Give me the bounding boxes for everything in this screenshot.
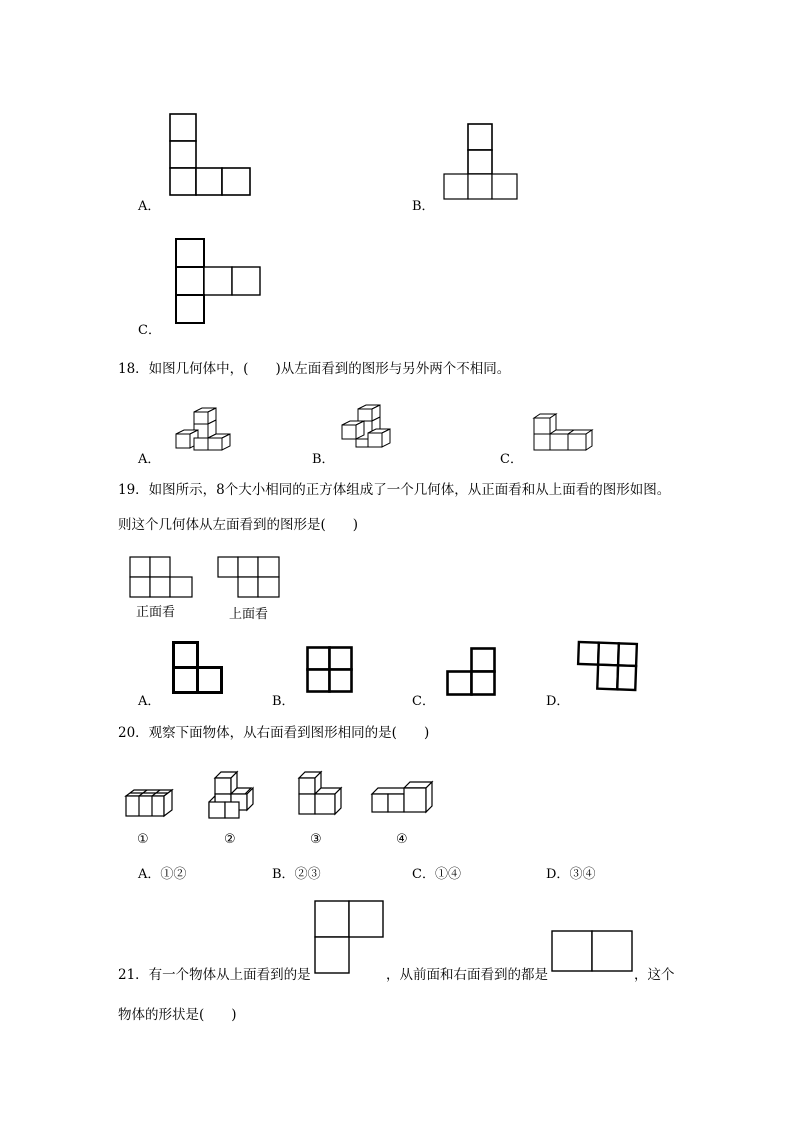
q17-option-b-figure [442, 122, 522, 202]
q18-option-a-figure [170, 406, 238, 454]
q20-stem: 20．观察下面物体，从右面看到图形相同的是( ) [118, 725, 430, 741]
q17-option-b-label: B． [412, 199, 435, 214]
q20-option-d[interactable] [546, 863, 595, 882]
q18-option-c-figure [530, 410, 600, 456]
q20-figure-2-solid [207, 770, 261, 822]
q19-front-view-figure [129, 556, 195, 600]
q20-option-c[interactable] [412, 863, 461, 882]
q20-option-b-text: ②③ [294, 867, 321, 882]
q20-option-a-label: A． [138, 867, 161, 882]
q19-option-b-label: B． [272, 694, 295, 709]
q20-option-b[interactable] [272, 863, 321, 882]
q20-option-d-text: ③④ [569, 867, 596, 882]
q21-top-view-figure [314, 900, 386, 976]
q20-option-d-label: D． [546, 867, 570, 882]
q18-stem: 18．如图几何体中，( )从左面看到的图形与另外两个不相同。 [118, 361, 511, 377]
q20-option-a-text: ①② [160, 867, 187, 882]
q20-figure-3-solid [297, 770, 349, 820]
q17-option-a-label: A． [138, 199, 161, 214]
q19-front-view-caption: 正面看 [136, 605, 176, 620]
q18-option-a-label: A． [138, 452, 161, 467]
q20-option-c-label: C． [412, 867, 435, 882]
q20-figure-3-label: ③ [310, 832, 322, 847]
q19-option-a-label: A． [138, 694, 161, 709]
q20-option-a[interactable] [138, 863, 186, 882]
q19-option-b-figure [306, 646, 354, 694]
q21-stem-line2: 物体的形状是( ) [118, 1007, 237, 1023]
q20-figure-1-solid [124, 786, 174, 820]
q20-option-c-text: ①④ [434, 867, 461, 882]
q19-option-c-label: C． [412, 694, 435, 709]
q19-option-a-figure [172, 641, 224, 696]
q21-stem-part3: ，这个 [634, 967, 675, 983]
q17-option-a-figure [168, 112, 258, 200]
q17-option-c-label: C． [138, 323, 161, 338]
q20-figure-4-solid [370, 780, 436, 816]
q19-option-d-figure [576, 641, 640, 695]
q21-stem-part1: 21．有一个物体从上面看到的是 [118, 967, 311, 983]
q19-option-c-figure [446, 647, 498, 697]
q20-figure-4-label: ④ [396, 832, 408, 847]
q19-option-d-label: D． [546, 694, 570, 709]
q18-option-b-figure [338, 403, 400, 451]
q18-option-c-label: C． [500, 452, 523, 467]
q19-stem-line2: 则这个几何体从左面看到的图形是( ) [118, 517, 359, 533]
q20-option-b-label: B． [272, 867, 295, 882]
q17-option-c-figure [174, 237, 264, 329]
q19-top-view-caption: 上面看 [229, 607, 269, 622]
q20-figure-2-label: ② [224, 832, 236, 847]
q19-stem-line1: 19．如图所示，8个大小相同的正方体组成了一个几何体，从正面看和从上面看的图形如图。 [118, 482, 671, 498]
q18-option-b-label: B． [312, 452, 335, 467]
q20-figure-1-label: ① [137, 832, 149, 847]
q21-front-right-view-figure [551, 930, 635, 974]
q21-stem-part2: ，从前面和右面看到的都是 [386, 967, 548, 983]
q19-top-view-figure [217, 556, 283, 600]
